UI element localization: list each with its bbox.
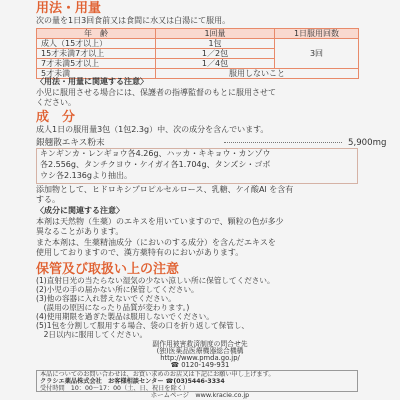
- dosage-header-row: [37, 29, 359, 39]
- usage-notes-line: 小児に服用させる場合には、保護者の指導監督のもとに服用させて: [36, 88, 276, 97]
- usage-intro: 次の量を1日3回食前又は食間に水又は白湯にて服用。: [36, 16, 231, 25]
- age-cell: 成人（15才以上）: [37, 39, 156, 49]
- contact-company: クラシエ薬品株式会社 お客様相談センター ☎(03)5446-3334: [40, 378, 225, 385]
- extract-label: 銀翹散エキス粉末: [36, 138, 105, 148]
- relief-org: (独)医薬品医療機器総合機構: [156, 347, 244, 355]
- extract-detail-line: ウシ各2.136gより抽出。: [40, 171, 132, 180]
- composition-intro: 成人1日の服用量3包（1包2.3g）中、次の成分を含んでいます。: [36, 125, 269, 134]
- extract-detail-line: 各2.556g、タンチクヨウ・ケイガイ各1.704g、タンズシ・ゴボ: [40, 160, 271, 169]
- dosage-table: [36, 28, 359, 79]
- storage-item: (2)小児の手の届かない所に保管してください。: [36, 285, 199, 294]
- age-cell: 5才未満: [37, 69, 156, 79]
- table-row: [37, 39, 359, 49]
- dose-cell: 1／2包: [156, 49, 275, 59]
- usage-notes-heading: 〈用法・用量に関連する注意〉: [36, 77, 148, 86]
- additives-text: 添加物として、ヒドロキシプロピルセルロース、乳糖、ケイ酸Al を含有: [36, 185, 294, 194]
- storage-item: (3)他の容器に入れ替えないでください。: [36, 294, 176, 303]
- storage-item: (4)使用期限を過ぎた製品は服用しないでください。: [36, 312, 214, 321]
- usage-heading: 用法・用量: [36, 1, 102, 16]
- storage-item: (1)直射日光の当たらない湿気の少ない涼しい所に保管してください。: [36, 276, 275, 285]
- contact-hours: 受付時間 10：00～17：00（土、日、祝日を除く）: [40, 385, 190, 392]
- age-cell: 15才未満7才以上: [37, 49, 156, 59]
- composition-notes-line: 本剤は天然物（生薬）のエキスを用いていますので、顆粒の色が多少: [36, 217, 284, 226]
- header-dose: 1回量: [156, 29, 275, 39]
- contact-line: 本品についてのお問い合わせは、お買い求めのお店又は下記にお願い申し上げます。: [40, 371, 275, 378]
- composition-notes-line: また本剤は、生薬精油成分（においのする成分）を含んだエキスを: [36, 238, 276, 247]
- extract-detail-line: キンギンカ・レンギョウ各4.26g、ハッカ・キキョウ・カンゾウ: [40, 149, 271, 158]
- additives-text-cont: する。: [36, 195, 60, 204]
- homepage-link[interactable]: ホームページ www.kracie.co.jp: [150, 391, 250, 399]
- composition-notes-line: 異なることがあります。: [36, 227, 124, 236]
- dose-cell: 1／4包: [156, 59, 275, 69]
- composition-notes-heading: 〈成分に関連する注意〉: [36, 206, 124, 215]
- relief-url-link[interactable]: http://www.pmda.go.jp/: [160, 354, 240, 362]
- header-age: 年 齢: [37, 29, 156, 39]
- usage-notes-line: ください。: [36, 98, 76, 107]
- relief-phone: ☎ 0120-149-931: [170, 361, 230, 369]
- composition-notes-line: 使用しておりますので、漢方薬特有のにおいがあります。: [36, 248, 244, 257]
- dose-cell: 1包: [156, 39, 275, 49]
- header-times: 1日服用回数: [275, 29, 359, 39]
- storage-item: (5)1包を分割して服用する場合、袋の口を折り返して保管し、: [36, 321, 250, 330]
- times-cell: 3回: [275, 39, 359, 69]
- composition-heading: 成 分: [36, 110, 76, 125]
- relief-title: 副作用被害救済制度の問合せ先: [152, 340, 248, 348]
- storage-item: 2日以内に服用してください。: [36, 330, 148, 339]
- age-cell: 7才未満5才以上: [37, 59, 156, 69]
- leader-dots: [224, 142, 342, 143]
- dose-cell: 服用しないこと: [156, 69, 359, 79]
- extract-amount: 5,900mg: [348, 138, 387, 148]
- storage-heading: 保管及び取扱い上の注意: [36, 262, 180, 277]
- storage-item: (誤用の原因になったり品質が変わります。): [36, 303, 190, 312]
